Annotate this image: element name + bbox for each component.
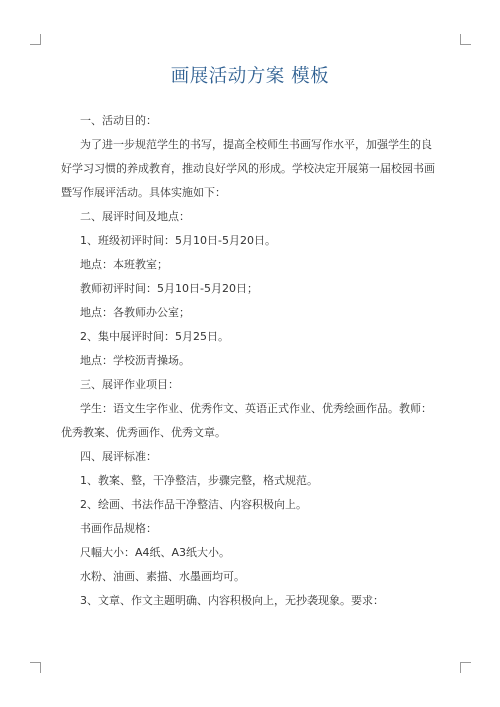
document-title: 画展活动方案 模板 [170,66,330,87]
paragraph: 尺幅大小：A4纸、A3纸大小。 [80,546,231,559]
paragraph: 1、教案、整，干净整洁，步骤完整，格式规范。 [80,474,318,487]
crop-mark-bottom-right [460,662,471,673]
paragraph: 四、展评标准： [80,450,157,463]
crop-mark-top-right [460,34,471,45]
paragraph: 三、展评作业项目： [80,378,179,391]
paragraph: 教师初评时间：5月10日-5月20日； [80,282,258,295]
paragraph: 一、活动目的： [80,114,157,127]
paragraph: 书画作品规格： [80,522,157,535]
paragraph: 水粉、油画、素描、水墨画均可。 [80,570,245,583]
paragraph: 地点：各教师办公室； [80,306,190,319]
paragraph: 地点：学校沥青操场。 [80,354,190,367]
paragraph: 二、展评时间及地点： [80,210,190,223]
paragraph: 2、绘画、书法作品干净整洁、内容积极向上。 [80,498,307,511]
crop-mark-top-left [30,34,41,45]
paragraph: 地点：本班教室； [80,258,168,271]
paragraph: 3、文章、作文主题明确、内容积极向上，无抄袭现象。要求： [80,594,384,607]
paragraph: 为了进一步规范学生的书写，提高全校师生书画写作水平，加强学生的良好学习习惯的养成教育，推动良好学风的形成。学校决定开展第一届校园书画暨写作展评活动。具体实施如下： [61,138,435,199]
paragraph: 1、班级初评时间：5月10日-5月20日。 [80,234,276,247]
document-body [61,109,439,613]
paragraph: 学生：语文生字作业、优秀作文、英语正式作业、优秀绘画作品。教师：优秀教案、优秀画作、优秀文章。 [61,402,432,439]
paragraph: 2、集中展评时间：5月25日。 [80,330,229,343]
crop-mark-bottom-left [30,662,41,673]
